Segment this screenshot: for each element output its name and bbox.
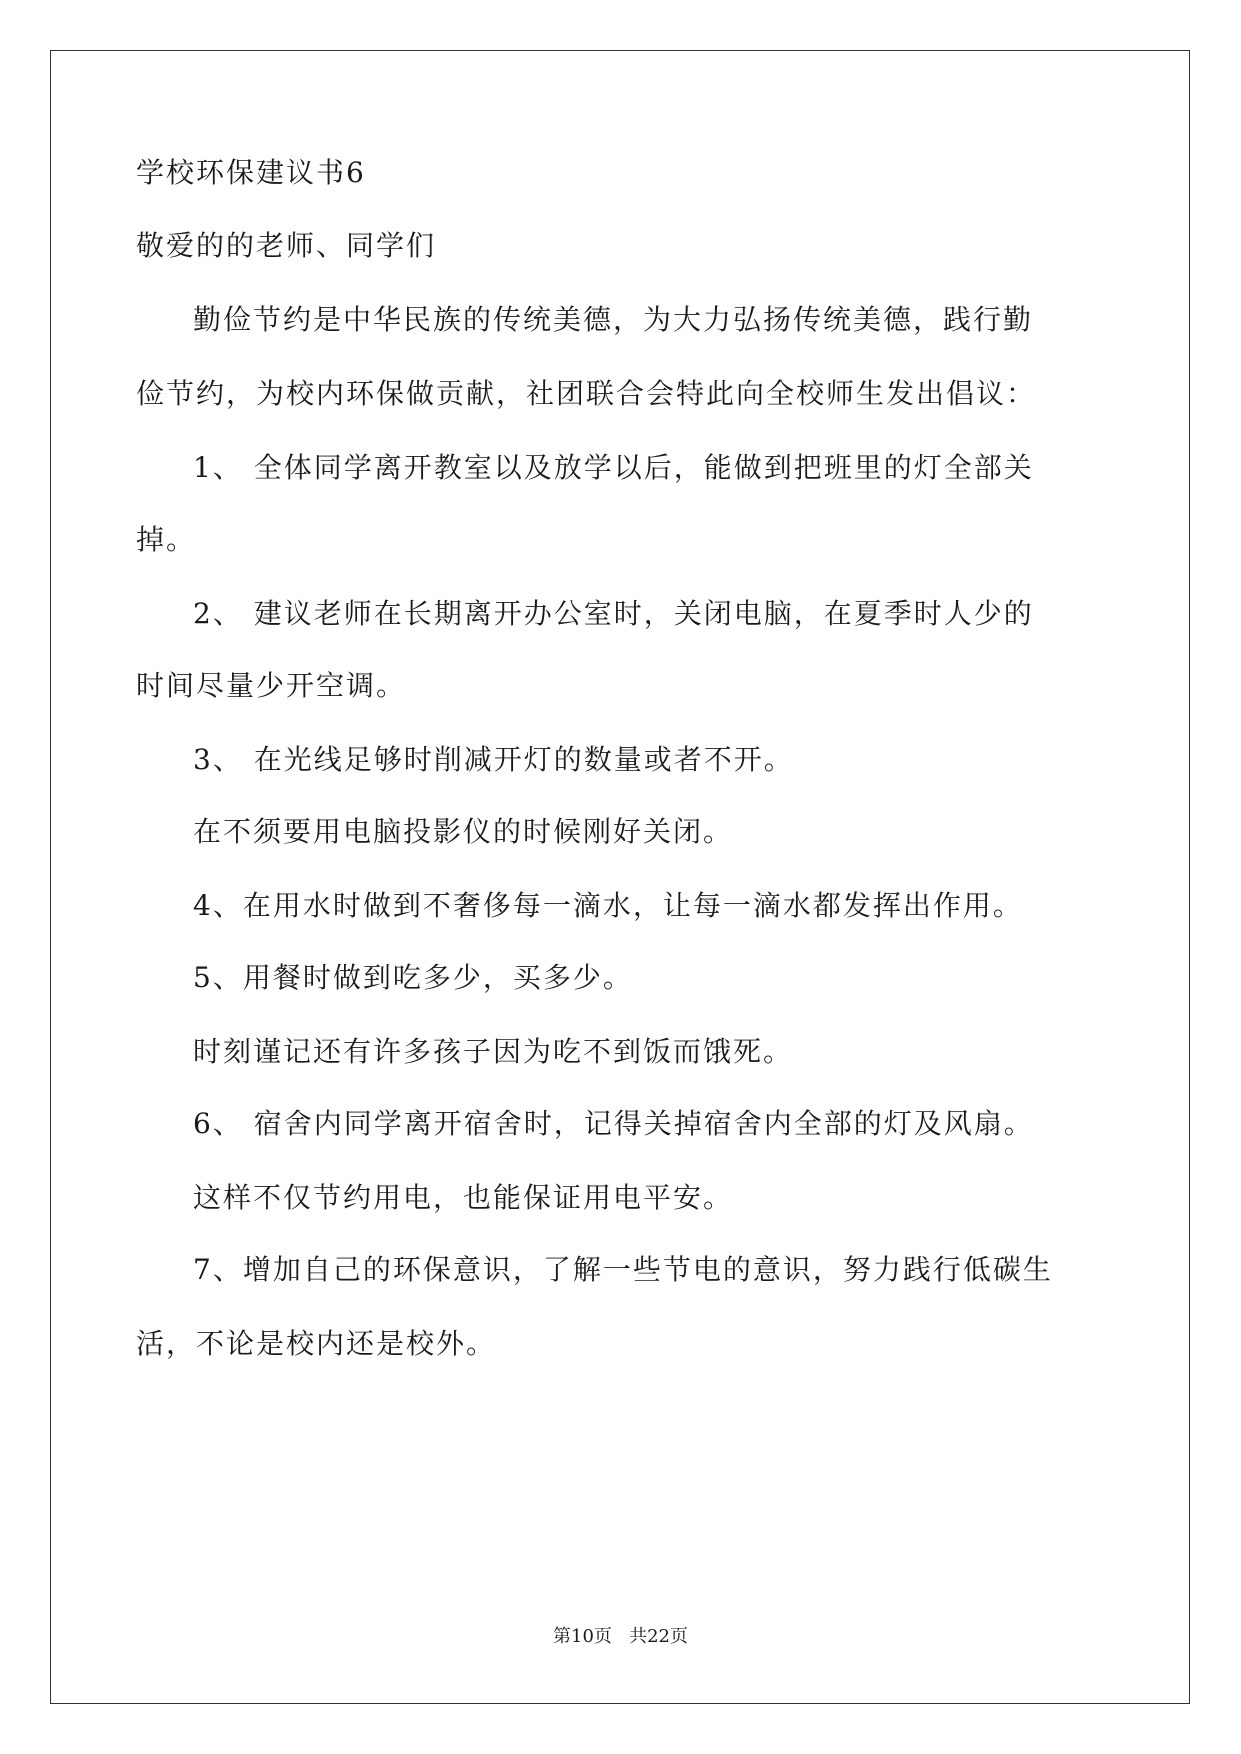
salutation: 敬爱的的老师、同学们 — [136, 229, 437, 262]
intro-paragraph-line2: 俭节约，为校内环保做贡献，社团联合会特此向全校师生发出倡议： — [136, 377, 1037, 410]
item-6-line2: 这样不仅节约用电，也能保证用电平安。 — [193, 1181, 734, 1214]
item-5-line2: 时刻谨记还有许多孩子因为吃不到饭而饿死。 — [193, 1035, 794, 1068]
item-6-line1: 6、 宿舍内同学离开宿舍时，记得关掉宿舍内全部的灯及风扇。 — [193, 1107, 1034, 1140]
item-3-line1: 3、 在光线足够时削减开灯的数量或者不开。 — [193, 743, 794, 776]
page-number: 第10页 — [553, 1626, 612, 1647]
page-total: 共22页 — [629, 1626, 688, 1647]
item-3-line2: 在不须要用电脑投影仪的时候刚好关闭。 — [193, 815, 734, 848]
item-7-line1: 7、增加自己的环保意识，了解一些节电的意识，努力践行低碳生 — [193, 1253, 1053, 1286]
item-2-line1: 2、 建议老师在长期离开办公室时，关闭电脑，在夏季时人少的 — [193, 597, 1034, 630]
item-4: 4、在用水时做到不奢侈每一滴水，让每一滴水都发挥出作用。 — [193, 889, 1023, 922]
page-footer — [0, 1625, 1241, 1649]
page-border — [50, 50, 1190, 1704]
document-title: 学校环保建议书6 — [136, 156, 366, 189]
item-2-line2: 时间尽量少开空调。 — [136, 669, 407, 702]
item-1-line1: 1、 全体同学离开教室以及放学以后，能做到把班里的灯全部关 — [193, 451, 1034, 484]
item-5-line1: 5、用餐时做到吃多少，买多少。 — [193, 961, 633, 994]
intro-paragraph-line1: 勤俭节约是中华民族的传统美德，为大力弘扬传统美德，践行勤 — [193, 303, 1034, 336]
item-7-line2: 活，不论是校内还是校外。 — [136, 1327, 497, 1360]
item-1-line2: 掉。 — [136, 523, 197, 556]
